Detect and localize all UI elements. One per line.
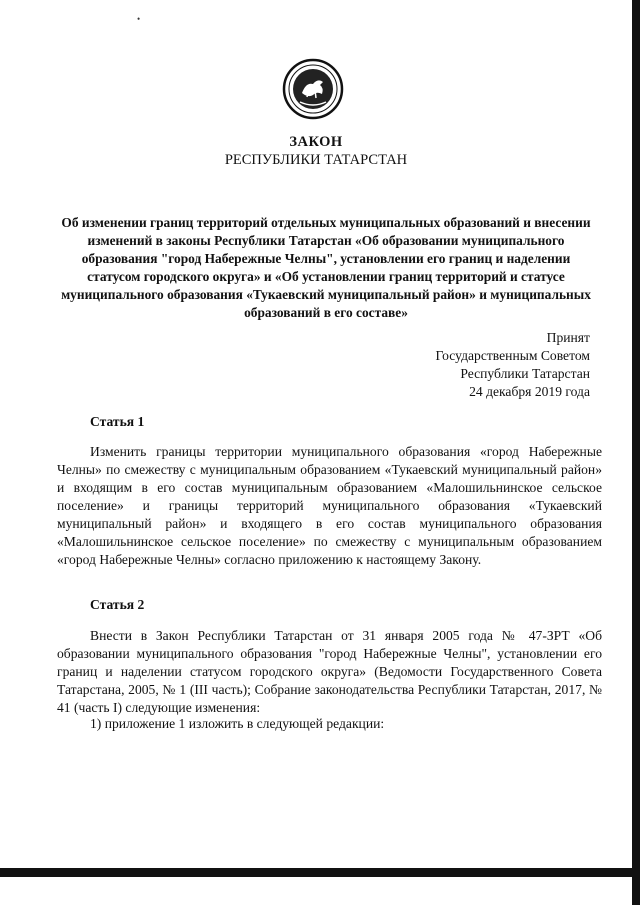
law-title: ЗАКОН <box>289 134 343 150</box>
law-heading: Об изменении границ территорий отдельных муниципальных образований и внесении изменений в законы Республики Татарстан «Об образовании муниципального образования "город Набережные Челны", установлении его границ и наделении статусом городского округа» и «Об установлении границ территорий и статусе муниципального образования «Тукаевский муниципальный район» и муниципальных образований в его составе» <box>61 215 591 320</box>
list-item: 1) приложение 1 изложить в следующей редакции: <box>90 716 385 731</box>
scan-edge-bottom <box>0 868 640 877</box>
adopted-by-line: Государственным Советом <box>435 348 590 363</box>
coat-of-arms-icon <box>282 58 344 120</box>
scan-mark: • <box>137 14 141 24</box>
scan-edge-right <box>632 0 640 905</box>
article-1-text: Изменить границы территории муниципального образования «город Набережные Челны» по смежеству с муниципальным образованием «Тукаевский муниципальный район» и входящим в его состав муниципальным образованием «Малошильнинское сельское поселение» и границы территорий муниципального образования «Тукаевский муниципальный район» и входящего в его состав муниципального образования «Малошильнинское сельское поселение» по смежеству с муниципальным образованием «город Набережные Челны» согласно приложению к настоящему Закону. <box>57 444 602 567</box>
article-2-text: Внести в Закон Республики Татарстан от 31 января 2005 года № 47-ЗРТ «Об образовании муниципального образования "город Набережные Челны", установлении его границ и наделении статусом городского округа» (Ведомости Государственного Совета Татарстана, 2005, № 1 (III часть); Собрание законодательства Республики Татарстан, 2017, № 41 (часть I) следующие изменения: <box>57 628 602 715</box>
adoption-date: 24 декабря 2019 года <box>469 384 590 399</box>
law-subtitle: РЕСПУБЛИКИ ТАТАРСТАН <box>224 152 408 168</box>
adoption-block <box>435 329 590 401</box>
adopted-republic-line: Республики Татарстан <box>460 366 590 381</box>
article-1-title: Статья 1 <box>90 414 145 429</box>
adopted-line: Принят <box>546 330 590 345</box>
article-2-title: Статья 2 <box>90 597 145 612</box>
